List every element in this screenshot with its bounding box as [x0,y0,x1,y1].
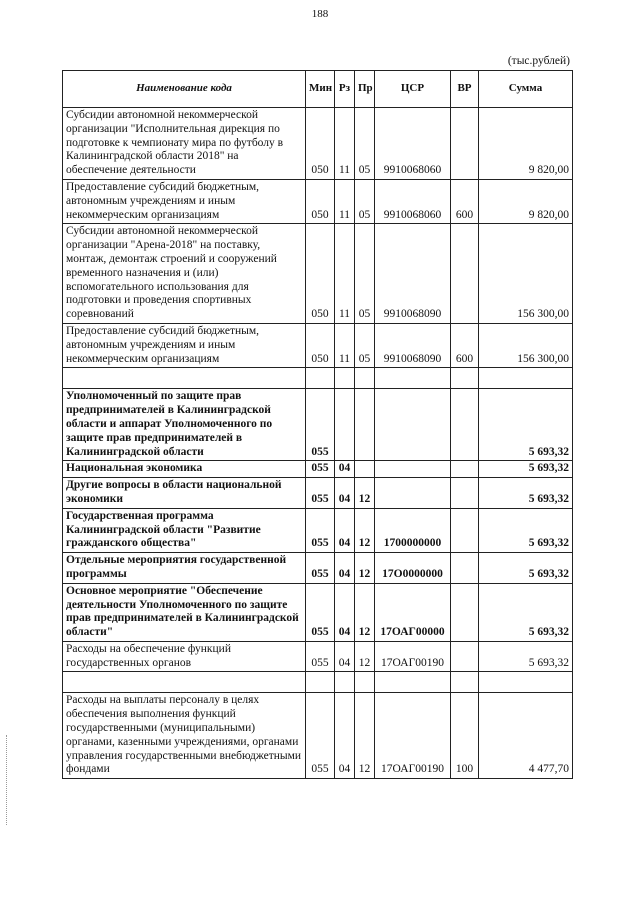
row-rz: 11 [335,179,355,223]
row-sum: 5 693,32 [479,583,573,641]
row-min: 055 [306,693,335,779]
table-row [63,583,573,641]
row-csr: 9910068060 [375,179,451,223]
scan-margin-artifact [6,735,9,825]
row-name: Другие вопросы в области национальной экономики [63,478,306,509]
units-note: (тыс.рублей) [507,55,570,67]
row-rz: 04 [335,583,355,641]
row-pr [355,389,375,461]
row-rz: 04 [335,553,355,584]
row-min: 055 [306,389,335,461]
row-name: Предоставление субсидий бюджетным, автономным учреждениям и иным некоммерческим организациям [63,323,306,367]
row-pr: 12 [355,693,375,779]
table-header-row [63,71,573,108]
table-row [63,508,573,552]
row-min: 050 [306,108,335,180]
table-spacer-row [63,672,573,693]
row-sum: 5 693,32 [479,641,573,672]
row-name: Отдельные мероприятия государственной программы [63,553,306,584]
table-row [63,323,573,367]
header-pr: Пр [355,71,375,108]
row-vr [451,583,479,641]
row-csr: 17ОАГ00190 [375,641,451,672]
row-vr [451,108,479,180]
row-min: 055 [306,583,335,641]
header-vr: ВР [451,71,479,108]
table-row [63,693,573,779]
budget-table [62,70,573,779]
row-csr: 17ОАГ00190 [375,693,451,779]
table-row [63,179,573,223]
table-spacer-row [63,368,573,389]
row-pr: 05 [355,323,375,367]
row-name: Расходы на обеспечение функций государственных органов [63,641,306,672]
table-row [63,108,573,180]
table-row [63,478,573,509]
row-csr [375,389,451,461]
row-pr: 05 [355,224,375,324]
row-csr: 9910068090 [375,323,451,367]
row-name: Основное мероприятие "Обеспечение деятельности Уполномоченного по защите прав предпринимателей в Калининградской области" [63,583,306,641]
table-row [63,641,573,672]
row-rz: 11 [335,224,355,324]
row-min: 055 [306,553,335,584]
row-vr [451,389,479,461]
row-name: Национальная экономика [63,461,306,478]
row-rz: 04 [335,508,355,552]
row-name: Уполномоченный по защите прав предпринимателей в Калининградской области и аппарат Уполномоченного по защите прав предпринимателей в Калининградской области [63,389,306,461]
row-vr: 100 [451,693,479,779]
row-rz: 11 [335,108,355,180]
row-pr [355,461,375,478]
row-csr: 1700000000 [375,508,451,552]
header-min: Мин [306,71,335,108]
row-min: 050 [306,323,335,367]
row-sum: 9 820,00 [479,179,573,223]
row-pr: 12 [355,478,375,509]
row-pr: 05 [355,108,375,180]
row-csr [375,478,451,509]
row-sum: 5 693,32 [479,461,573,478]
row-min: 055 [306,508,335,552]
row-csr: 17О0000000 [375,553,451,584]
row-min: 055 [306,461,335,478]
row-vr: 600 [451,323,479,367]
row-vr [451,461,479,478]
row-pr: 12 [355,508,375,552]
row-pr: 05 [355,179,375,223]
table-row [63,389,573,461]
table-row [63,553,573,584]
row-min: 055 [306,478,335,509]
page-number: 188 [311,8,329,20]
row-name: Расходы на выплаты персоналу в целях обеспечения выполнения функций государственными (муниципальными) органами, казенными учреждениями, органами управления государственными внебюджетными фондами [63,693,306,779]
row-pr: 12 [355,641,375,672]
row-vr [451,641,479,672]
row-vr: 600 [451,179,479,223]
row-vr [451,478,479,509]
row-vr [451,224,479,324]
row-rz: 04 [335,693,355,779]
header-sum: Сумма [479,71,573,108]
row-sum: 5 693,32 [479,508,573,552]
row-rz [335,389,355,461]
row-csr [375,461,451,478]
header-csr: ЦСР [375,71,451,108]
row-name: Субсидии автономной некоммерческой организации "Исполнительная дирекция по подготовке к чемпионату мира по футболу в Калининградской области 2018" на обеспечение деятельности [63,108,306,180]
row-name: Государственная программа Калининградской области "Развитие гражданского общества" [63,508,306,552]
row-vr [451,508,479,552]
row-sum: 5 693,32 [479,389,573,461]
row-min: 050 [306,224,335,324]
header-name: Наименование кода [63,71,306,108]
row-rz: 04 [335,461,355,478]
row-name: Предоставление субсидий бюджетным, автономным учреждениям и иным некоммерческим организациям [63,179,306,223]
row-rz: 04 [335,641,355,672]
row-name: Субсидии автономной некоммерческой организации "Арена-2018" на поставку, монтаж, демонтаж строений и сооружений временного назначения и (или) вспомогательного использования для подготовки и проведения спортивных соревнований [63,224,306,324]
table-row [63,224,573,324]
row-rz: 11 [335,323,355,367]
row-sum: 5 693,32 [479,553,573,584]
row-min: 055 [306,641,335,672]
row-sum: 156 300,00 [479,323,573,367]
row-csr: 9910068060 [375,108,451,180]
row-csr: 17ОАГ00000 [375,583,451,641]
row-sum: 156 300,00 [479,224,573,324]
row-sum: 4 477,70 [479,693,573,779]
header-rz: Рз [335,71,355,108]
row-rz: 04 [335,478,355,509]
row-csr: 9910068090 [375,224,451,324]
row-vr [451,553,479,584]
table-row [63,461,573,478]
row-min: 050 [306,179,335,223]
row-sum: 5 693,32 [479,478,573,509]
row-sum: 9 820,00 [479,108,573,180]
row-pr: 12 [355,583,375,641]
row-pr: 12 [355,553,375,584]
